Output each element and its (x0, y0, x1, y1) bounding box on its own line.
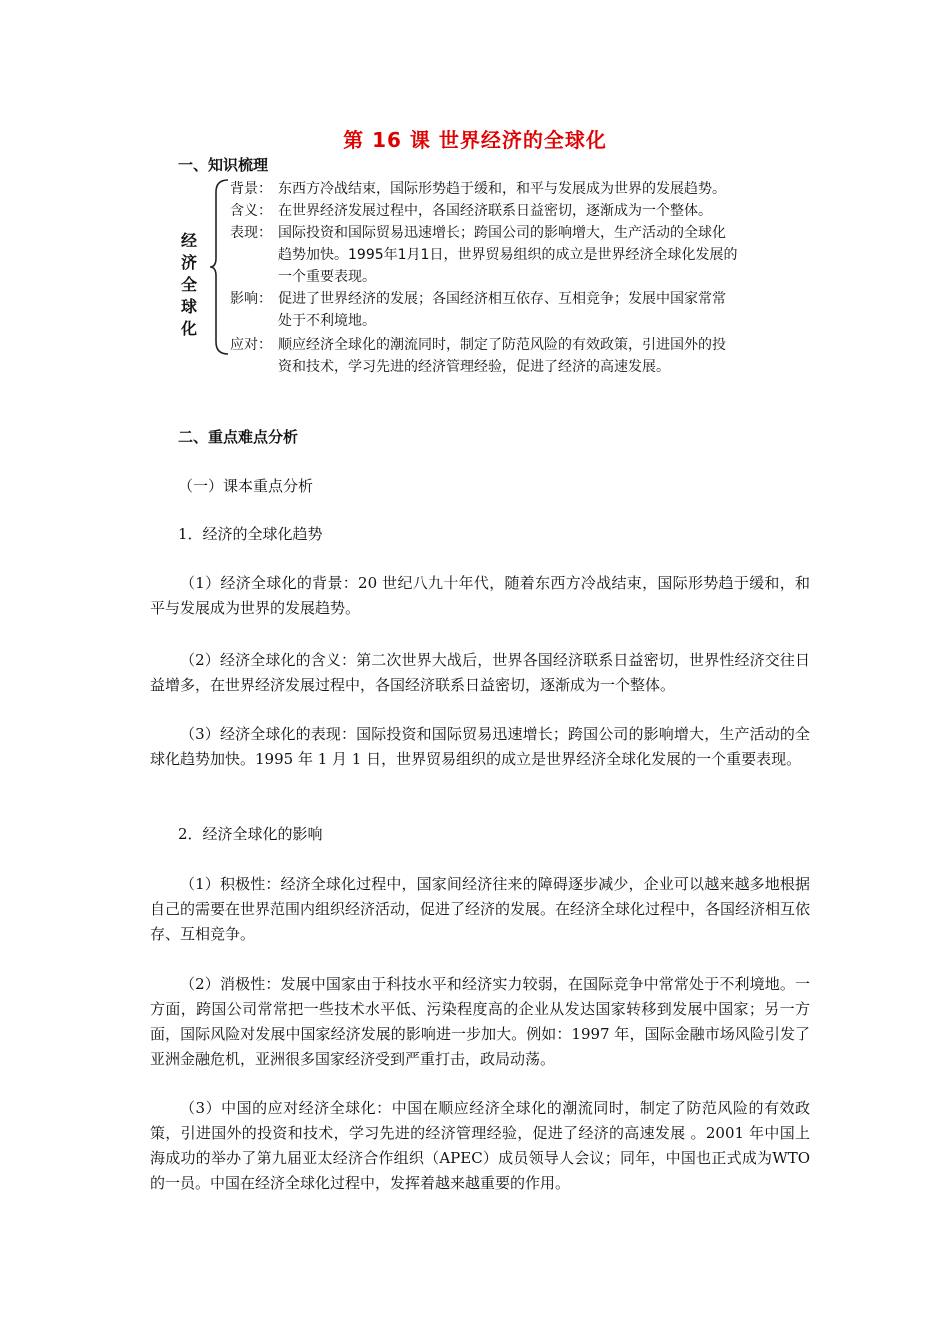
vertical-label-char: 济 (180, 253, 197, 272)
brace-icon (208, 178, 230, 356)
vertical-label-char: 经 (180, 231, 197, 250)
topic-heading-text: 1．经济的全球化趋势 (178, 525, 323, 543)
section-heading-knowledge: 一、知识梳理 (178, 156, 269, 174)
vertical-label-char: 球 (180, 297, 197, 316)
outline-row-continuation: 趋势加快。1995年1月1日，世界贸易组织的成立是世界经济全球化发展的 (278, 247, 738, 263)
outline-row-label: 影响： (230, 291, 272, 307)
page-title: 第 16 课 世界经济的全球化 (343, 128, 607, 152)
topic-heading-trend (178, 522, 798, 547)
outline-row-label: 背景： (230, 181, 272, 197)
vertical-label-char: 化 (180, 319, 197, 338)
outline-row-response (230, 334, 726, 356)
outline-row-text: 国际投资和国际贸易迅速增长；跨国公司的影响增大，生产活动的全球化 (278, 225, 726, 241)
outline-row-text: 促进了世界经济的发展；各国经济相互依存、互相竞争；发展中国家常常 (278, 291, 726, 307)
outline-vertical-label (178, 230, 200, 340)
outline-row-label: 应对： (230, 337, 272, 353)
outline-row-label: 含义： (230, 203, 272, 219)
section-heading-analysis: 二、重点难点分析 (178, 428, 299, 446)
paragraph-background (150, 571, 810, 621)
outline-row-impact (230, 288, 726, 310)
outline-row-meaning (230, 200, 712, 222)
outline-row-text: 东西方冷战结束，国际形势趋于缓和，和平与发展成为世界的发展趋势。 (278, 181, 726, 197)
outline-row-continuation: 一个重要表现。 (278, 269, 376, 285)
paragraph-text: （1）经济全球化的背景：20 世纪八九十年代，随着东西方冷战结束，国际形势趋于缓和，和平与发展成为世界的发展趋势。 (150, 574, 810, 617)
knowledge-outline (178, 178, 778, 378)
paragraph-text: （1）积极性：经济全球化过程中，国家间经济往来的障碍逐步减少，企业可以越来越多地根据自己的需要在世界范围内组织经济活动，促进了经济的发展。在经济全球化过程中，各国经济相互依存、互相竞争。 (150, 875, 811, 943)
paragraph-negative (150, 972, 810, 1072)
outline-row-manifestation (230, 222, 726, 244)
paragraph-text: （2）消极性：发展中国家由于科技水平和经济实力较弱，在国际竞争中常常处于不利境地。一方面，跨国公司常常把一些技术水平低、污染程度高的企业从发达国家转移到发展中国家；另一方面，国际风险对发展中国家经济发展的影响进一步加大。例如：1997 年，国际金融市场风险引发了亚洲金融危机，亚洲很多国家经济受到严重打击，政局动荡。 (150, 975, 810, 1068)
topic-heading-impact (178, 822, 798, 847)
paragraph-text: （3）中国的应对经济全球化：中国在顺应经济全球化的潮流同时，制定了防范风险的有效政策，引进国外的投资和技术，学习先进的经济管理经验，促进了经济的高速发展 。2001 年中国上海成功的举办了第九届亚太经济合作组织（APEC）成员领导人会议；同年，中国也正式成为WTO的一员。中国在经济全球化过程中，发挥着越来越重要的作用。 (150, 1099, 810, 1192)
topic-heading-text: 2．经济全球化的影响 (178, 825, 323, 843)
outline-row-background (230, 178, 726, 200)
outline-row-continuation: 处于不利境地。 (278, 313, 376, 329)
paragraph-manifestation (150, 722, 810, 772)
outline-row-text: 顺应经济全球化的潮流同时，制定了防范风险的有效政策，引进国外的投 (278, 337, 726, 353)
paragraph-china-response (150, 1096, 810, 1196)
outline-row-text: 在世界经济发展过程中，各国经济联系日益密切，逐渐成为一个整体。 (278, 203, 712, 219)
outline-row-label: 表现： (230, 225, 272, 241)
paragraph-text: （3）经济全球化的表现：国际投资和国际贸易迅速增长；跨国公司的影响增大，生产活动的全球化趋势加快。1995 年 1 月 1 日，世界贸易组织的成立是世界经济全球化发展的一个重要表现。 (150, 725, 810, 768)
paragraph-positive (150, 872, 810, 947)
paragraph-text: （2）经济全球化的含义：第二次世界大战后，世界各国经济联系日益密切，世界性经济交往日益增多，在世界经济发展过程中，各国经济联系日益密切，逐渐成为一个整体。 (150, 651, 810, 694)
outline-row-continuation: 资和技术，学习先进的经济管理经验，促进了经济的高速发展。 (278, 359, 670, 375)
sub-heading-text: （一）课本重点分析 (178, 477, 314, 495)
sub-heading (178, 474, 798, 499)
paragraph-meaning (150, 648, 810, 698)
vertical-label-char: 全 (180, 275, 197, 294)
